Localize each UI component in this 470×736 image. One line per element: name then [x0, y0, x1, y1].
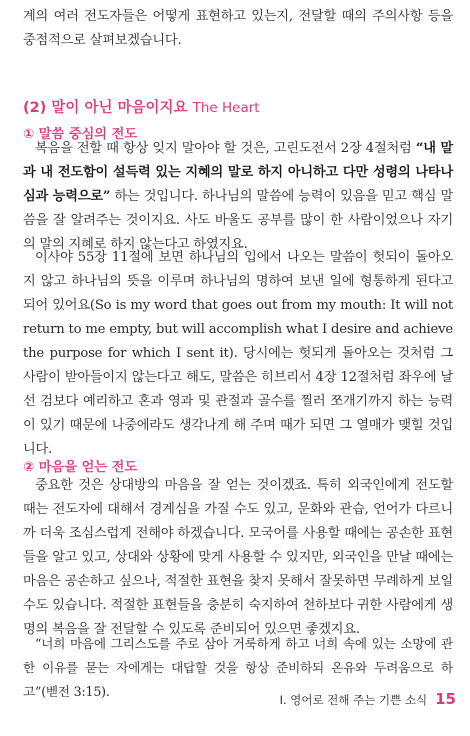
page-number: 15: [435, 690, 456, 708]
section-title: [23, 96, 260, 117]
paragraph-1-start: 복음을 전할 때 항상 잊지 말아야 할 것은, 고린도전서 2장 4절처럼: [35, 141, 416, 156]
intro-paragraph: 계의 여러 전도자들은 어떻게 표현하고 있는지, 전달할 때의 주의사항 등을 중점적으로 살펴보겠습니다.: [23, 9, 453, 48]
bible-quote: “너희 마음에 그리스도를 주로 삼아 거룩하게 하고 너희 속에 있는 소망에 관한 이유를 묻는 자에게는 대답할 것을 항상 준비하되 온유와 두려움으로 하고”(벧전 3:15).: [23, 636, 453, 699]
section-title-en: The Heart: [192, 100, 260, 116]
subsection-heading-1: ① 말씀 중심의 전도: [23, 127, 138, 142]
subsection-heading-2: ② 마음을 얻는 전도: [23, 460, 138, 475]
paragraph-1: [23, 137, 453, 257]
paragraph-3: 중요한 것은 상대방의 마음을 잘 얻는 것이겠죠. 특히 외국인에게 전도할 때는 전도자에 대해서 경계심을 가질 수도 있고, 문화와 관습, 언어가 다르니까 더욱 조심스럽게 전해야 하겠습니다. 모국어를 사용할 때에는 공손한 표현들을 알고 있고, 상대와 상황에 맞게 사용할 수 있지만, 외국인을 만날 때에는 마음은 공손하고 싶으나, 적절한 표현을 찾지 못해서 잘못하면 무례하게 보일 수도 있습니다. 적절한 표현들을 충분히 숙지하여 천하보다 귀한 사람에게 생명의 복음을 잘 전달할 수 있도록 준비되어 있으면 좋겠지요.: [23, 478, 453, 637]
chapter-title: Ⅰ. 영어로 전해 주는 기쁜 소식: [279, 693, 428, 707]
page-footer: [280, 690, 456, 708]
scripture-quote-bold: “내 말과 내 전도함이 설득력 있는 지혜의 말로 하지 아니하고 다만 성령의 나타나심과 능력으로”: [23, 141, 453, 204]
paragraph-1-end: 하는 것입니다. 하나님의 말씀에 능력이 있음을 믿고 핵심 말씀을 잘 알려주는 것이지요. 사도 바울도 공부를 많이 한 사람이었으나 자기의 말의 지혜로 하지 않는다고 하였지요.: [23, 189, 454, 252]
section-title-ko: (2) 말이 아닌 마음이지요: [23, 100, 188, 116]
paragraph-2: 이사야 55장 11절에 보면 하나님의 입에서 나오는 말씀이 헛되이 돌아오지 않고 하나님의 뜻을 이루며 하나님의 명하여 보낸 일에 형통하게 된다고 되어 있어요(So is my word that goes out from my mouth: It will not return to me empty, but will accomplish what I desire and achieve the purpose for which I sent it). 당시에는 헛되게 돌아오는 것처럼 그 사람이 받아들이지 않는다고 해도, 말씀은 히브리서 4장 12절처럼 좌우에 날선 검보다 예리하고 혼과 영과 및 관절과 골수를 찔러 쪼개기까지 하는 능력이 있기 때문에 나중에라도 생각나게 해 주며 때가 되면 그 열매가 맺힐 것입니다.: [23, 250, 453, 457]
